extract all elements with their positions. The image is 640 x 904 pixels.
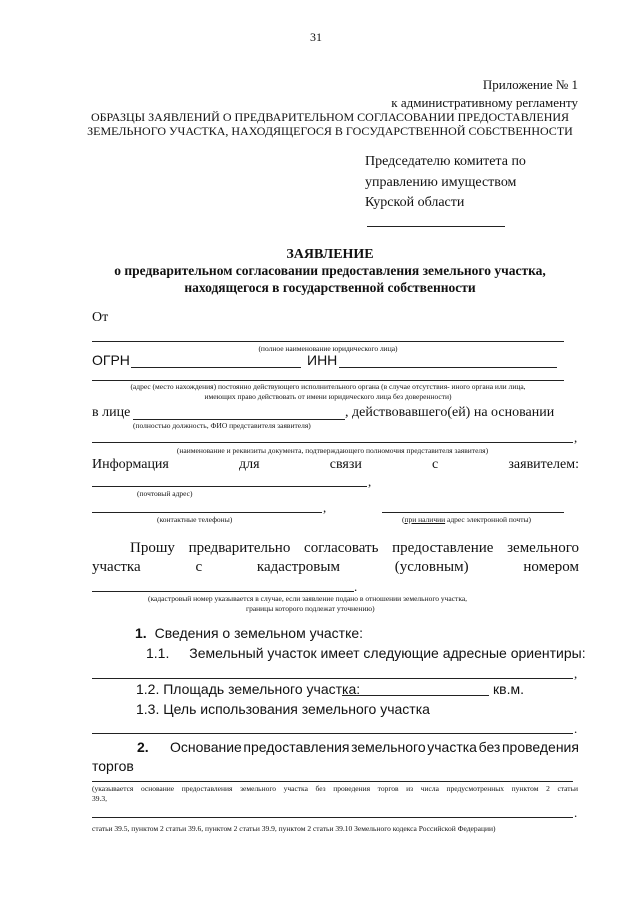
- purpose-period: .: [574, 721, 578, 736]
- hint-full-name: (полное наименование юридического лица): [258, 344, 398, 353]
- addressee-line-3: Курской области: [365, 195, 465, 210]
- hint-position: (полностью должность, ФИО представителя заявителя): [133, 421, 311, 430]
- contact-word: с: [432, 457, 439, 472]
- contact-word: заявителем:: [508, 457, 579, 472]
- item-1-1-number: 1.1.: [146, 645, 170, 661]
- samples-heading-line-1: ОБРАЗЦЫ ЗАЯВЛЕНИЙ О ПРЕДВАРИТЕЛЬНОМ СОГЛАСОВАНИИ ПРЕДОСТАВЛЕНИЯ: [90, 110, 570, 124]
- postal-address-comma: ,: [368, 474, 372, 489]
- request-word: (условным): [394, 559, 469, 575]
- statement-subtitle-2: находящегося в государственной собственности: [184, 280, 476, 295]
- section-1-title: Сведения о земельном участке:: [154, 625, 364, 641]
- cadastral-period: .: [354, 579, 358, 594]
- request-word: номером: [523, 559, 579, 575]
- phones-field[interactable]: [92, 512, 322, 513]
- hint-cadastral-2: границы которого подлежат уточнению): [246, 604, 375, 613]
- section-2-line-1: [170, 739, 579, 755]
- request-word: земельного: [507, 540, 579, 556]
- purpose-field[interactable]: [92, 733, 573, 734]
- section-2-line-2: торгов: [92, 758, 134, 774]
- ogrn-field[interactable]: [131, 367, 301, 368]
- request-word: предварительно: [188, 540, 291, 556]
- samples-heading-line-2: ЗЕМЕЛЬНОГО УЧАСТКА, НАХОДЯЩЕГОСЯ В ГОСУДАРСТВЕННОЙ СОБСТВЕННОСТИ: [87, 124, 573, 138]
- address-landmarks-field[interactable]: [92, 678, 573, 679]
- section-2-word: земельного: [351, 739, 426, 755]
- contact-word: связи: [329, 457, 362, 472]
- hint-email-rest: адрес электронной почты): [445, 515, 532, 524]
- contact-info-line: [92, 457, 579, 473]
- area-field[interactable]: [342, 695, 489, 696]
- basis-field[interactable]: [92, 781, 573, 782]
- hint-phones: (контактные телефоны): [157, 515, 233, 524]
- request-word: с: [195, 559, 203, 575]
- request-word: участка: [92, 559, 141, 575]
- hint-email-underlined: при наличии: [404, 515, 446, 524]
- full-name-field[interactable]: [92, 341, 564, 342]
- address-field[interactable]: [92, 380, 564, 381]
- section-2-word: участка: [427, 739, 477, 755]
- phones-comma: ,: [323, 500, 327, 515]
- hint-cadastral-1: (кадастровый номер указывается в случае, если заявление подано в отношении земельного участка,: [148, 594, 468, 603]
- section-1-heading: [135, 625, 363, 641]
- cadastral-number-field[interactable]: [92, 591, 354, 592]
- request-word: предоставление: [392, 540, 494, 556]
- hint-document: (наименование и реквизиты документа, подтверждающего полномочия представителя заявителя): [176, 446, 489, 455]
- postal-address-field[interactable]: [92, 486, 367, 487]
- hint-basis-3: статьи 39.5, пунктом 2 статьи 39.6, пунктом 2 статьи 39.9, пунктом 2 статьи 39.10 Земельного кодекса Российской Федерации): [92, 824, 496, 833]
- statement-subtitle-1: о предварительном согласовании предоставления земельного участка,: [114, 263, 546, 278]
- hint-basis-1: [92, 784, 578, 793]
- hint-address-1: (адрес (место нахождения) постоянно действующего исполнительного органа (в случае отсутствия- иного органа или лица,: [130, 382, 526, 391]
- appendix-line-2: к административному регламенту: [391, 95, 578, 110]
- representative-field[interactable]: [133, 419, 345, 420]
- hint-email-open: (: [402, 515, 405, 524]
- request-word: кадастровым: [256, 559, 340, 575]
- hint-email: [402, 515, 531, 524]
- section-2-word: предоставления: [243, 739, 350, 755]
- item-1-1-text: Земельный участок имеет следующие адресные ориентиры:: [189, 645, 586, 661]
- section-2-word: проведения: [501, 739, 579, 755]
- section-2-number: 2.: [137, 739, 149, 755]
- ogrn-label: ОГРН: [92, 352, 130, 368]
- hint-postal: (почтовый адрес): [137, 489, 193, 498]
- inn-field[interactable]: [339, 367, 557, 368]
- inn-label: ИНН: [307, 352, 338, 368]
- request-word: Прошу: [130, 540, 175, 556]
- addressee-signature-line: [367, 226, 505, 227]
- hint-address-2: имеющих право действовать от имени юридического лица без доверенности): [204, 392, 452, 401]
- item-1-2-label: 1.2. Площадь земельного участка:: [136, 681, 361, 697]
- request-line-1: [130, 540, 579, 557]
- item-1-3-label: 1.3. Цель использования земельного участка: [136, 701, 430, 717]
- authority-document-comma: ,: [574, 430, 578, 445]
- request-line-2: [92, 559, 579, 576]
- contact-word: Информация: [92, 457, 169, 472]
- section-2-word: без: [478, 739, 501, 755]
- page-number: 31: [310, 30, 322, 44]
- appendix-line-1: Приложение № 1: [482, 77, 578, 92]
- addressee-line-2: управлению имуществом: [365, 175, 517, 190]
- contact-word: для: [239, 457, 260, 472]
- request-word: согласовать: [304, 540, 379, 556]
- address-landmarks-comma: ,: [574, 666, 578, 681]
- statement-title: ЗАЯВЛЕНИЕ: [286, 247, 374, 262]
- hint-basis-2: 39.3,: [92, 794, 107, 803]
- basis-period: .: [574, 805, 578, 820]
- authority-document-field[interactable]: [92, 442, 573, 443]
- addressee-line-1: Председателю комитета по: [365, 154, 526, 169]
- section-2-word: Основание: [170, 739, 242, 755]
- item-1-1: [146, 645, 586, 661]
- email-field[interactable]: [382, 512, 564, 513]
- in-person-label: в лице: [92, 405, 131, 420]
- hint-basis-1-text: (указывается основание предоставления земельного участка без проведения торгов из числа предусмотренных пунктом 2 статьи: [92, 784, 578, 793]
- item-1-2-unit: кв.м.: [493, 681, 524, 697]
- acting-basis-label: , действовавшего(ей) на основании: [345, 405, 555, 420]
- section-1-number: 1.: [135, 625, 147, 641]
- basis-field-2[interactable]: [92, 817, 573, 818]
- from-label: От: [92, 310, 109, 325]
